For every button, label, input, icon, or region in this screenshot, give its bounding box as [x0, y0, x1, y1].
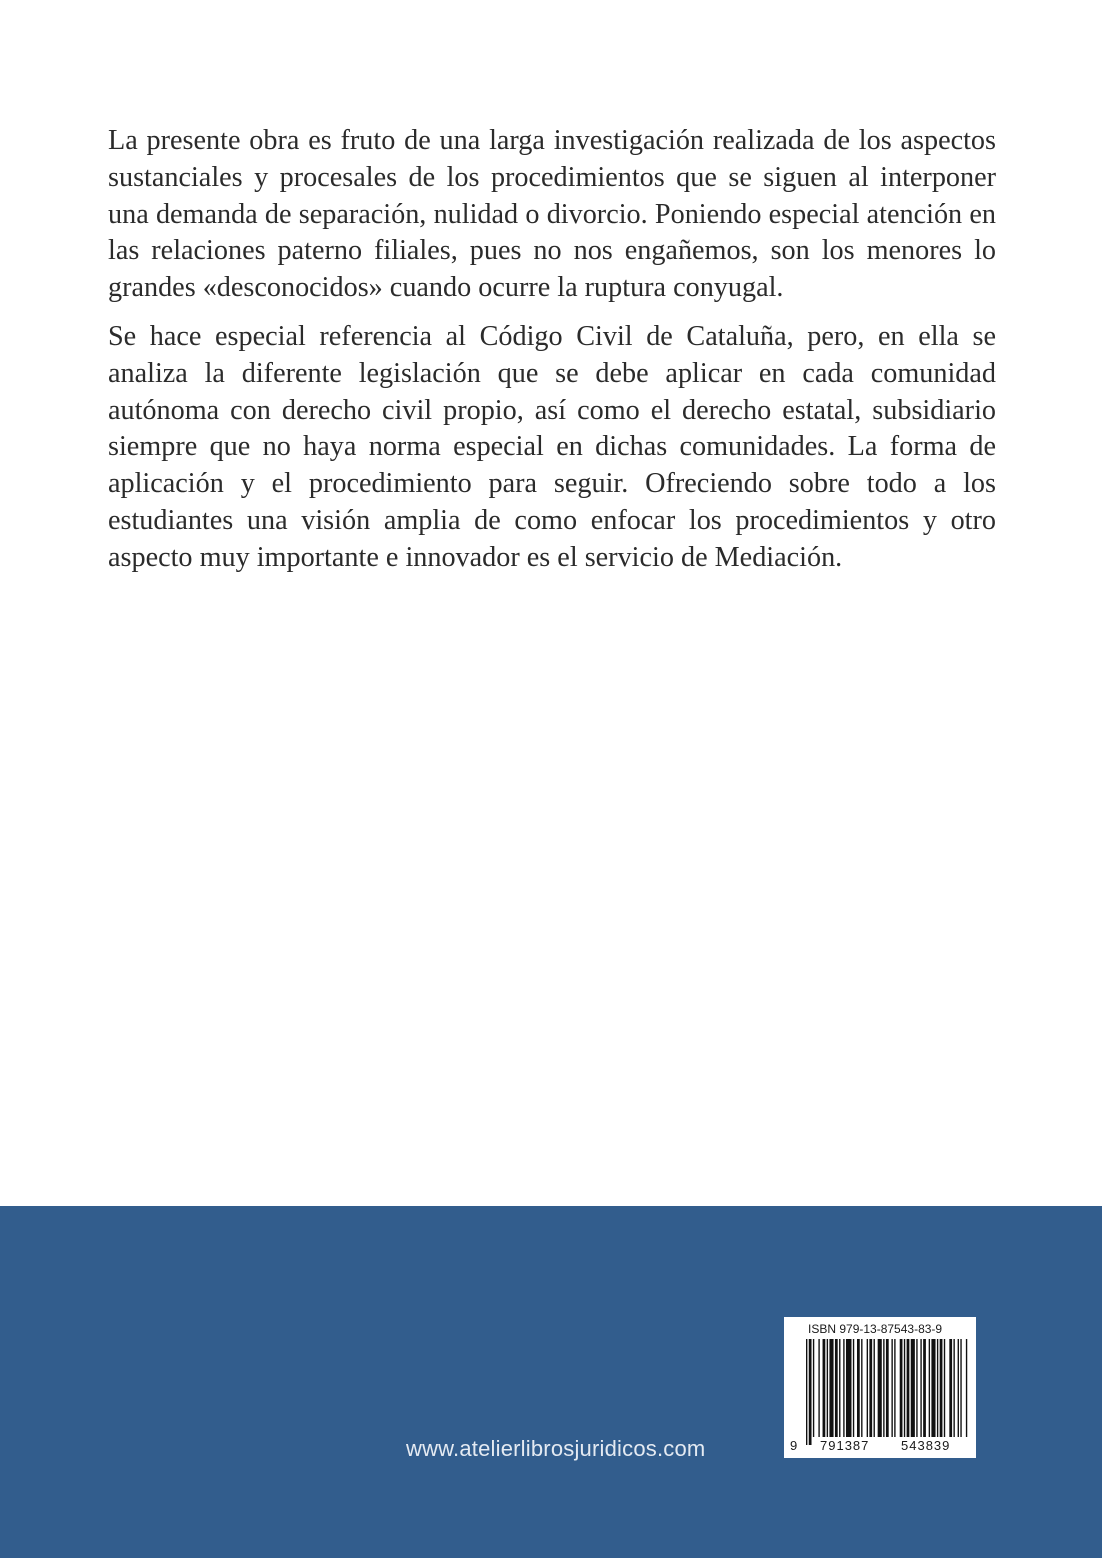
blurb-paragraph-1: La presente obra es fruto de una larga investigación realizada de los aspectos sustanciales y procesales de los procedimientos que se siguen al interponer una demanda de separación, nulidad o divorcio. Poniendo especial atención en las relaciones paterno filiales, pues no nos engañemos, son los menores lo grandes «desconocidos» cuando ocurre la ruptura conyugal. — [108, 125, 996, 304]
barcode-bar — [843, 1339, 844, 1437]
barcode-bar — [949, 1339, 952, 1437]
isbn-label: ISBN 979-13-87543-83-9 — [808, 1322, 943, 1336]
barcode-bar — [827, 1339, 828, 1437]
barcode-bar — [853, 1339, 854, 1437]
barcode-bar — [894, 1339, 895, 1437]
barcode-bar — [806, 1339, 807, 1445]
barcode-bar — [904, 1339, 905, 1437]
barcode-bar — [857, 1339, 860, 1437]
barcode-bar — [886, 1339, 889, 1437]
barcode-bar — [846, 1339, 852, 1437]
barcode-bar — [907, 1339, 910, 1437]
barcode-bar — [861, 1339, 862, 1437]
barcode-bar — [839, 1339, 840, 1437]
barcode-bar — [900, 1339, 903, 1437]
barcode-bars — [784, 1317, 976, 1458]
barcode-bar — [937, 1339, 938, 1437]
ean-first-digit: 9 — [790, 1438, 799, 1453]
barcode-bar — [835, 1339, 838, 1437]
barcode-bar — [960, 1339, 961, 1437]
barcode-bar — [878, 1339, 882, 1437]
barcode-bar — [818, 1339, 819, 1437]
back-cover-blurb — [108, 123, 996, 589]
barcode-bar — [944, 1339, 945, 1437]
barcode-bar — [929, 1339, 930, 1437]
barcode-bar — [958, 1339, 959, 1437]
barcode-bar — [923, 1339, 926, 1437]
barcode-bar — [874, 1339, 875, 1437]
barcode-bar — [869, 1339, 872, 1437]
barcode-bar — [966, 1339, 967, 1437]
barcode-bar — [940, 1339, 943, 1437]
barcode-bar — [916, 1339, 917, 1437]
barcode-bar — [867, 1339, 868, 1437]
publisher-website: www.atelierlibrosjuridicos.com — [406, 1436, 706, 1461]
barcode-bar — [883, 1339, 884, 1437]
barcode-bar — [931, 1339, 935, 1437]
ean-left-digits: 791387 — [820, 1438, 870, 1453]
barcode-bar — [823, 1339, 826, 1437]
barcode-bar — [953, 1339, 954, 1437]
isbn-barcode — [784, 1317, 976, 1458]
blurb-paragraph-2: Se hace especial referencia al Código Civil de Cataluña, pero, en ella se analiza la diferente legislación que se debe aplicar en cada comunidad autónoma con derecho civil propio, así como el derecho estatal, subsidiario siempre que no haya norma especial en dichas comunidades. La forma de aplicación y el procedimiento para seguir. Ofreciendo sobre todo a los estudiantes una visión amplia de como enfocar los procedimientos y otro aspecto muy importante e innovador es el servicio de Mediación. — [108, 320, 996, 573]
barcode-bar — [829, 1339, 833, 1437]
barcode-bar — [809, 1339, 812, 1445]
barcode-bar — [911, 1339, 915, 1437]
barcode-bar — [891, 1339, 892, 1437]
barcode-bar — [813, 1339, 814, 1437]
ean-right-digits: 543839 — [901, 1438, 951, 1453]
barcode-bar — [920, 1339, 921, 1437]
